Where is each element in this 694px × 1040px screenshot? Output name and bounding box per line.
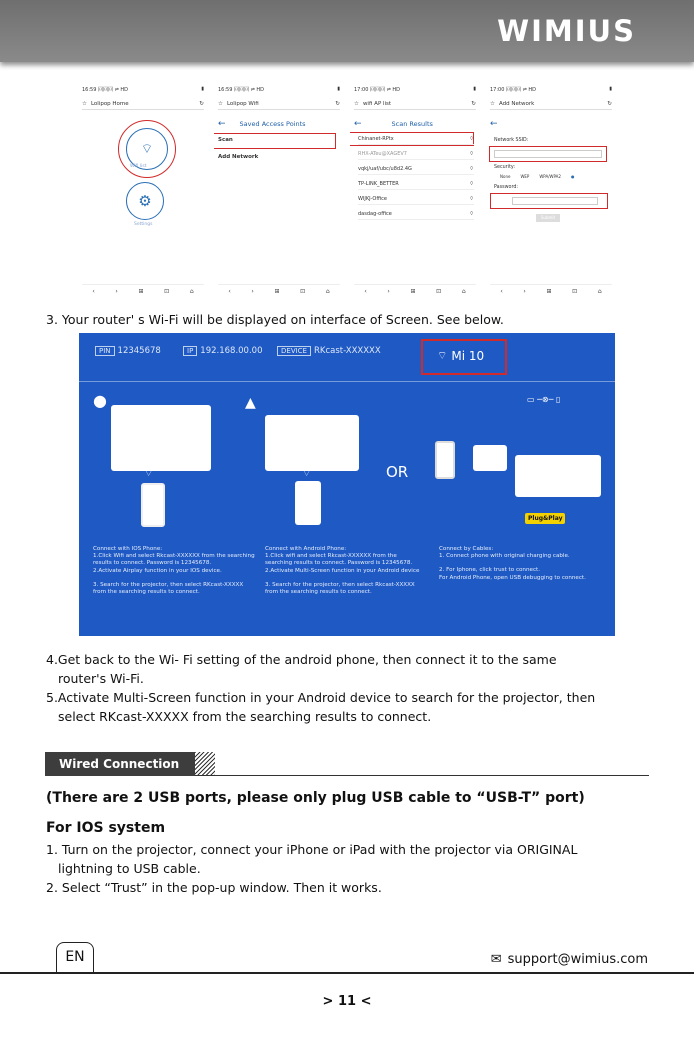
status-text: 16:59 回回回 ⇌ HD [82, 87, 128, 93]
password-label: Password: [494, 185, 519, 190]
or-label: OR [386, 463, 409, 481]
language-tab: EN [56, 942, 94, 972]
step-3-text: 3. Your router' s Wi-Fi will be displayed on interface of Screen. See below. [46, 312, 504, 327]
url-text: Lolipop Home [90, 100, 129, 107]
submit-button[interactable]: Submit [536, 214, 560, 222]
ios-heading: For IOS system [46, 820, 166, 836]
android-icon: ▲ [245, 395, 256, 411]
network-item[interactable]: WIJKJ-Office ⌔ [358, 193, 474, 205]
phone-screenshots [78, 82, 616, 302]
wifi-name: ⌔ Mi 10 [437, 349, 485, 363]
phone-screen-add-network: 17:00 回回回 ⇌ HD ▮ ☆ Add Network ↻ ← Network SSID: Security: None WEP WPA/WPA2 ● Password: Submit ‹ › ⊞ ⊡ ⌂ [486, 82, 616, 300]
brand-logo: WIMIUS [497, 14, 636, 48]
network-item[interactable]: TP-LINK_BETTER ⌔ [358, 178, 474, 190]
network-item[interactable]: dasdag-office ⌔ [358, 208, 474, 220]
wifi-app-label: Wifi list [130, 164, 147, 169]
wifi-icon[interactable]: ⌔ [126, 128, 168, 170]
step-4-text: 4.Get back to the Wi- Fi setting of the android phone, then connect it to the same router's Wi-Fi. 5.Activate Multi-Screen function in your Android device to search for the projector, then select RKcast-XXXXX from the searching results to connect. [46, 652, 596, 724]
tablet-image [473, 445, 507, 471]
ios-steps: 1. Turn on the projector, connect your iPhone or iPad with the projector via ORIGINAL lightning to USB cable. 2. Select “Trust” in the pop-up window. Then it works. [46, 842, 578, 895]
screen-title: Saved Access Points [239, 120, 306, 128]
apple-icon: ● [93, 391, 107, 410]
phone-screen-saved-ap: 16:59 回回回 ⇌ HD ▮ ☆ Lolipop Wifi ↻ ← Saved Access Points Scan Add Network ‹ › ⊞ ⊡ ⌂ [214, 82, 344, 300]
envelope-icon: ✉ [490, 952, 502, 967]
stripe-decoration [195, 752, 215, 776]
usb-note: (There are 2 USB ports, please only plug USB cable to “USB-T” port) [46, 790, 585, 806]
security-options[interactable]: None WEP WPA/WPA2 ● [500, 174, 575, 179]
url-text: Lolipop Wifi [226, 100, 259, 107]
refresh-icon: ↻ [199, 100, 204, 107]
network-item[interactable]: vqkj/uaf/ubc/u8d2.4G ⌔ [358, 163, 474, 175]
footer-line [0, 972, 694, 974]
projector-image [111, 405, 211, 471]
page-header [0, 0, 694, 62]
wifi-icon: ⌔ [143, 465, 155, 479]
projector-image [515, 455, 601, 497]
page-number: > 11 < [322, 994, 372, 1009]
back-arrow-icon[interactable]: ← [218, 119, 226, 129]
ssid-label: Network SSID: [494, 138, 529, 143]
phone-image [141, 483, 165, 527]
ssid-input[interactable] [494, 150, 602, 158]
password-input[interactable] [512, 197, 598, 205]
ios-instructions: Connect with IOS Phone: 1.Click Wifi and select Rkcast-XXXXXX from the searching results to connect. Password is 12345678. 2.Activate Airplay function in your IOS device. 3. Search for the projector, then select RKcast-XXXXX from the searching results to connect. [93, 546, 255, 596]
phone-screen-scan-results: 17:00 回回回 ⇌ HD ▮ ☆ wifi AP list ↻ ← Scan Results Chinanet-RPtx ⌔ RHX-ATeu@XAGEV7 ⌔ vqkj/uaf/ubc/u8d2.4G ⌔ TP-LINK_BETTER ⌔ WIJKJ-Office ⌔ dasdag-office ⌔ ‹ › ⊞ ⊡ ⌂ [350, 82, 480, 300]
settings-gear-icon[interactable]: ⚙ [126, 182, 164, 220]
cable-instructions: Connect by Cables: 1. Connect phone with original charging cable. 2. For Iphone, click trust to connect. For Android Phone, open USB debugging to connect. [439, 546, 586, 581]
add-network-item[interactable]: Add Network [218, 154, 259, 160]
pin-info: PIN 12345678 [95, 346, 161, 356]
url-text: Add Network [498, 100, 535, 107]
phone-screen-home: 16:59 回回回 ⇌ HD ▮ ☆ Lolipop Home ↻ ⌔ Wifi list ⚙ Settings ‹ › ⊞ ⊡ ⌂ [78, 82, 208, 300]
status-text: 17:00 回回回 ⇌ HD [354, 87, 400, 93]
phone-image [435, 441, 455, 479]
back-arrow-icon[interactable]: ← [490, 119, 498, 129]
ip-info: IP 192.168.00.00 [183, 346, 262, 356]
phone-image [295, 481, 321, 525]
device-info: DEVICE RKcast-XXXXXX [277, 346, 381, 356]
security-label: Security: [494, 165, 515, 170]
screen-title: Scan Results [391, 120, 433, 128]
settings-label: Settings [134, 222, 153, 227]
back-arrow-icon[interactable]: ← [354, 119, 362, 129]
plug-play-badge: Plug&Play [525, 513, 565, 524]
network-item[interactable]: RHX-ATeu@XAGEV7 ⌔ [358, 148, 474, 160]
projector-image [265, 415, 359, 471]
status-text: 17:00 回回回 ⇌ HD [490, 87, 536, 93]
star-icon: ☆ [82, 100, 87, 107]
android-instructions: Connect with Android Phone: 1.Click wifi and select Rkcast-XXXXXX from the searching results to connect. Password is 12345678. 2.Activate Multi-Screen function in your Android device 3. Search for the projector, then select Rkcast-XXXXX from the searching results to connect. [265, 546, 420, 596]
support-email[interactable]: ✉ support@wimius.com [490, 952, 648, 967]
url-text: wifi AP list [362, 100, 392, 107]
network-item[interactable]: Chinanet-RPtx ⌔ [358, 133, 474, 145]
section-heading [45, 752, 649, 776]
projector-interface [79, 333, 615, 636]
status-text: 16:59 回回回 ⇌ HD [218, 87, 264, 93]
wifi-icon: ⌔ [437, 349, 448, 362]
section-label: Wired Connection [45, 752, 195, 776]
divider [195, 775, 649, 776]
wifi-icon: ⌔ [301, 465, 313, 479]
scan-item[interactable]: Scan [218, 137, 233, 143]
cable-connect-icon: ▭ ─⊗─ ▯ [527, 395, 561, 404]
